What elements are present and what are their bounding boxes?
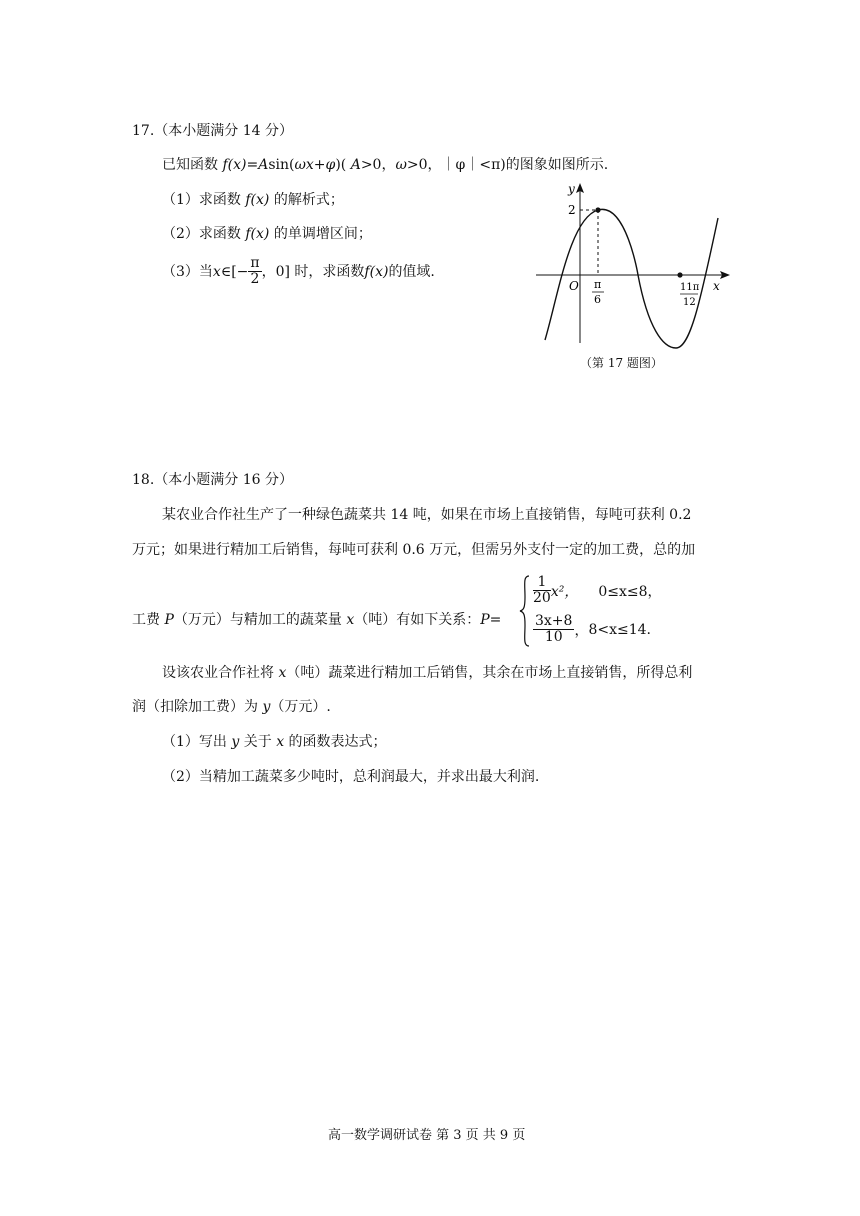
- q18-para1-line2: 万元；如果进行精加工后销售，每吨可获利 0.6 万元，但需另外支付一定的加工费，总的加: [132, 542, 696, 558]
- q17-sine-graph: [528, 178, 748, 368]
- piece2-fraction: $\frac{3x+8}{10}$: [535, 613, 573, 646]
- page-footer: 高一数学调研试卷 第 3 页 共 9 页: [328, 1128, 526, 1143]
- q17-part2: （2）求函数 f(x) 的单调增区间；: [162, 226, 372, 242]
- q17-part1: （1）求函数 f(x) 的解析式；: [162, 192, 344, 208]
- q18-para1-line1: 某农业合作社生产了一种绿色蔬菜共 14 吨，如果在市场上直接销售，每吨可获利 0.2: [162, 507, 692, 523]
- piecewise-case-2: $\frac{3x+8}{10}$ ， 8<x≤14.: [535, 613, 651, 646]
- max-point: [595, 207, 600, 212]
- q17-stem: 已知函数 f(x)=Asin(ωx+φ)( A>0，ω>0，｜φ｜<π)的图象如图所示.: [162, 157, 609, 173]
- xtick2-num: 11π: [680, 282, 700, 293]
- piecewise-case-1: $\frac{1}{20}$ x²， 0≤x≤8，: [533, 574, 662, 607]
- xtick2-den: 12: [683, 297, 696, 308]
- q18-para1-line3: 工费 P（万元）与精加工的蔬菜量 x（吨）有如下关系：P=: [132, 612, 502, 628]
- q18-part1: （1）写出 y 关于 x 的函数表达式；: [162, 734, 387, 750]
- zero-point: [677, 272, 682, 277]
- q17-figure-caption: （第 17 题图）: [580, 356, 663, 370]
- q17-part3: （3）当 x ∈[− $\frac{\pi}{2}$ ，0] 时，求函数 f(x) 的值域.: [162, 255, 435, 288]
- xtick1-num: π: [594, 278, 602, 291]
- x-axis-label: x: [713, 279, 720, 293]
- origin-label: O: [569, 279, 579, 293]
- piecewise-brace: [519, 575, 531, 647]
- q18-para2-line2: 润（扣除加工费）为 y（万元）.: [132, 699, 331, 715]
- q18-heading: 18.（本小题满分 16 分）: [132, 472, 293, 488]
- ytick-label: 2: [568, 203, 576, 217]
- q18-para2-line1: 设该农业合作社将 x（吨）蔬菜进行精加工后销售，其余在市场上直接销售，所得总利: [162, 665, 693, 681]
- y-axis-label: y: [568, 182, 575, 196]
- q17-heading: 17.（本小题满分 14 分）: [132, 123, 293, 139]
- q18-part2: （2）当精加工蔬菜多少吨时，总利润最大，并求出最大利润.: [162, 769, 540, 785]
- piece1-fraction: $\frac{1}{20}$: [533, 574, 551, 607]
- q17-part3-fraction: $\frac{\pi}{2}$: [250, 255, 260, 288]
- xtick1-den: 6: [594, 293, 601, 306]
